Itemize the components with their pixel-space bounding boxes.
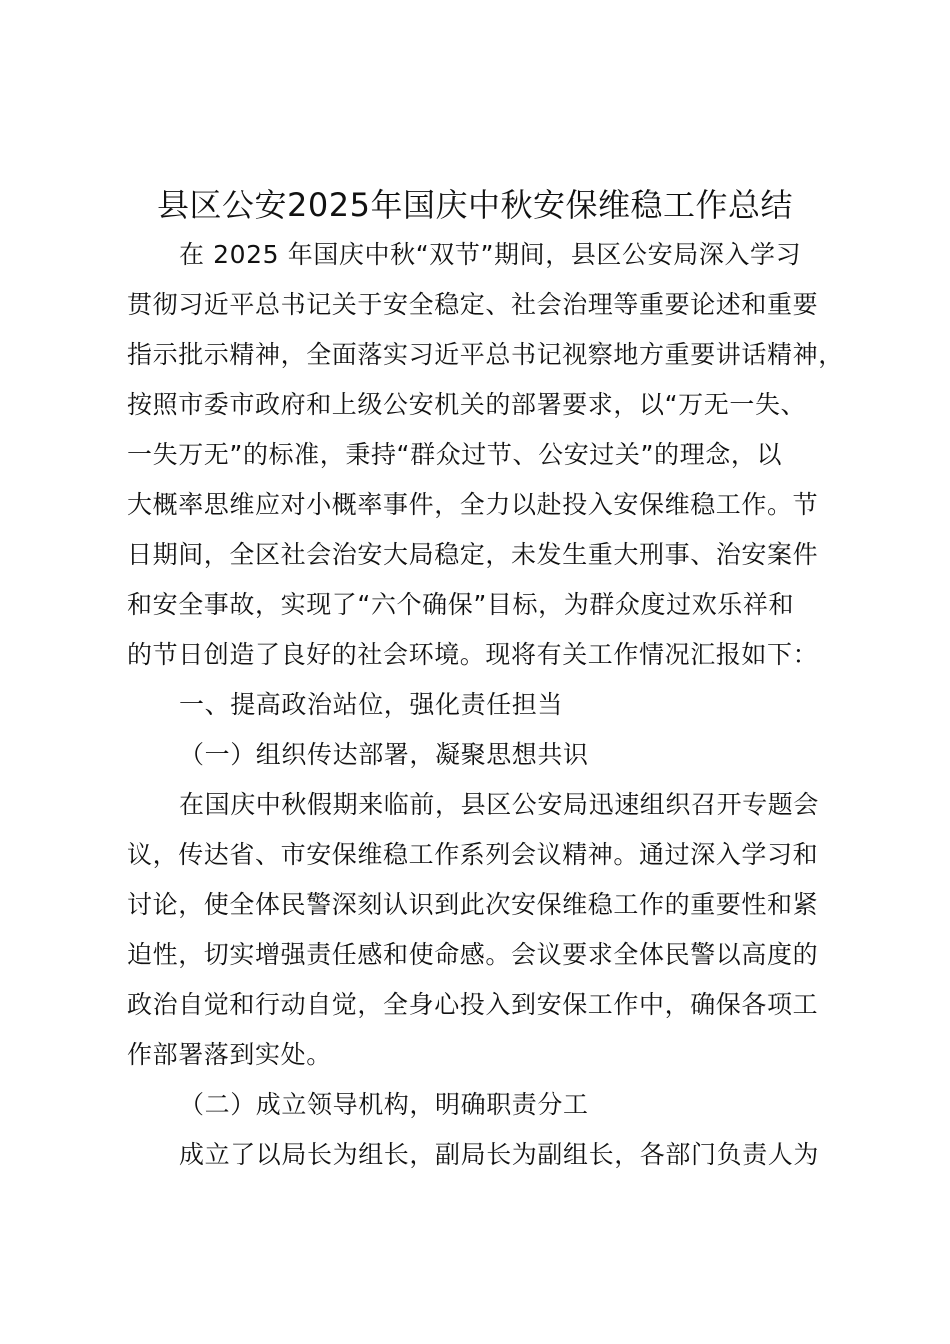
- text-line: 一失万无”的标准，秉持“群众过节、公安过关”的理念，以: [127, 440, 783, 469]
- text-line: 指示批示精神，全面落实习近平总书记视察地方重要讲话精神，: [127, 340, 844, 369]
- text-line: 大概率思维应对小概率事件，全力以赴投入安保维稳工作。节: [127, 490, 819, 519]
- document-body: [127, 230, 847, 1180]
- text-line: 一、提高政治站位，强化责任担当: [179, 690, 564, 719]
- text-line: 议，传达省、市安保维稳工作系列会议精神。通过深入学习和: [127, 840, 819, 869]
- text-line: 在 2025 年国庆中秋“双节”期间，县区公安局深入学习: [179, 240, 802, 269]
- document-title: 县区公安2025年国庆中秋安保维稳工作总结: [157, 186, 793, 224]
- text-line: 按照市委市政府和上级公安机关的部署要求，以“万无一失、: [127, 390, 807, 419]
- text-line: 和安全事故，实现了“六个确保”目标，为群众度过欢乐祥和: [127, 590, 795, 619]
- text-line: 的节日创造了良好的社会环境。现将有关工作情况汇报如下：: [127, 640, 819, 669]
- text-line: 日期间，全区社会治安大局稳定，未发生重大刑事、治安案件: [127, 540, 819, 569]
- text-line: 迫性，切实增强责任感和使命感。会议要求全体民警以高度的: [127, 940, 819, 969]
- text-line: 讨论，使全体民警深刻认识到此次安保维稳工作的重要性和紧: [127, 890, 819, 919]
- text-line: 贯彻习近平总书记关于安全稳定、社会治理等重要论述和重要: [127, 290, 819, 319]
- text-line: （一）组织传达部署，凝聚思想共识: [179, 740, 589, 769]
- text-line: 作部署落到实处。: [127, 1040, 332, 1069]
- text-line: 在国庆中秋假期来临前，县区公安局迅速组织召开专题会: [179, 790, 820, 819]
- text-line: 政治自觉和行动自觉，全身心投入到安保工作中，确保各项工: [127, 990, 819, 1019]
- text-line: （二）成立领导机构，明确职责分工: [179, 1090, 589, 1119]
- text-line: 成立了以局长为组长，副局长为副组长，各部门负责人为: [179, 1140, 820, 1169]
